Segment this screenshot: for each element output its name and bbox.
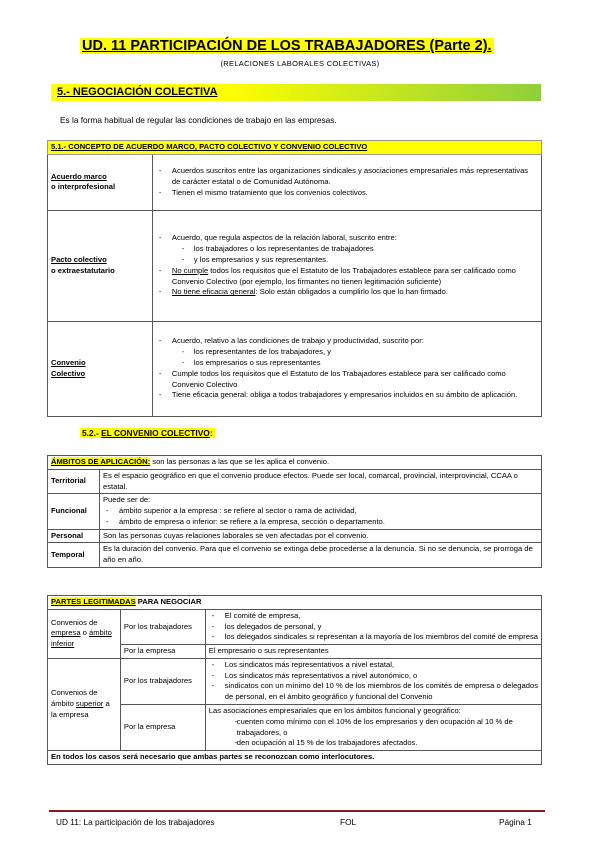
convenio-bullet-2: - Cumple todos los requisitos que el Estatuto de los Trabajadores establece para ser calificado como Convenio Colectivo [156,369,538,391]
page-title [80,38,494,54]
g2-trab-bullet-3: - sindicatos con un mínimo del 10 % de los miembros de los comités de empresa o delegados de personal, en el ámbito geográfico y funcional del Convenio [209,681,538,703]
acuerdo-bullet-2: - Tienen el mismo tratamiento que los convenios colectivos. [156,188,538,199]
g1-trab-bullet-2: - los delegados de personal, y [209,622,538,633]
convenio-bullet-1: - Acuerdo, relativo a las condiciones de trabajo y productividad, suscrito por: [156,336,538,347]
footer-left: UD 11: La participación de los trabajadores [56,817,215,827]
g2-emp-bullet-1: - cuenten como mínimo con el 10% de los empresarios y den ocupación al 10 % de trabajadores, o [209,717,538,739]
g1-label-d: ámbito inferior [51,628,112,649]
g2-label-c: a la empresa [51,699,110,719]
pacto-bullet-2 [156,266,538,288]
pacto-bullet-2-text: todos los requisitos que el Estatuto de los Trabajadores establece para ser calificado como Convenio Colectivo (por ejemplo, los firmantes no tienen legitimación suficiente) [171,265,516,286]
g2-label-b: superior [75,699,104,709]
ambitos-heading-row [48,456,542,470]
pacto-bullet-1: - Acuerdo, que regula aspectos de la relación laboral, suscrito entre: [156,233,538,244]
g2-trab-bullet-1: - Los sindicatos más representativos a nivel estatal, [209,660,538,671]
pacto-bullet-3-text: : Solo están obligados a cumplirlo los que lo han firmado. [255,287,448,297]
section-5-2-number: 5.2.- [82,428,102,438]
convenio-label-line1: Convenio [51,358,86,367]
pacto-colectivo-content [152,210,541,321]
ambitos-table [47,455,542,568]
pacto-bullet-3 [156,287,538,298]
section-5-heading: 5.- NEGOCIACIÓN COLECTIVA [57,86,218,98]
footer-page-number: Página 1 [499,817,532,827]
g1-label-b: empresa [51,628,81,638]
pacto-label-line1: Pacto colectivo [51,255,107,264]
section-5-2-colon: : [209,428,213,438]
g1-trab-bullet-1: - El comité de empresa, [209,611,538,622]
temporal-text: Es la duración del convenio. Para que el convenio se extinga debe procederse a la denuncia. Si no se denuncia, se prorroga de año en año. [99,543,541,568]
g2-emp-content [205,705,541,751]
acuerdo-marco-label [48,154,153,210]
convenio-bullet-3: - Tiene eficacia general: obliga a todos trabajadores y empresarios incluidos en su ámbito de aplicación. [156,390,538,401]
pacto-no-eficacia: No tiene eficacia general [171,287,256,297]
temporal-label: Temporal [48,543,100,568]
section-5-2-heading [80,428,215,438]
concepto-table [47,140,542,417]
section-5-intro: Es la forma habitual de regular las condiciones de trabajo en las empresas. [60,115,337,125]
title-text: UD. 11 PARTICIPACIÓN DE LOS TRABAJADORES (Parte 2). [82,38,492,54]
pacto-sub-1: - los trabajadores o los representantes de trabajadores [156,244,538,255]
g2-trab-content [205,658,541,704]
acuerdo-label-line1: Acuerdo marco [51,171,107,181]
section-5-heading-bar [51,84,541,101]
section-5-2-title: EL CONVENIO COLECTIVO [101,428,210,438]
ambitos-heading: ÁMBITOS DE APLICACIÓN: [51,457,151,466]
g1-label-c: o [80,628,89,638]
g1-emp-label: Por la empresa [120,645,205,659]
convenio-label-line2: Colectivo [51,368,86,378]
g1-trab-content [205,609,541,644]
g2-emp-label: Por la empresa [120,705,205,751]
g2-trab-label: Por los trabajadores [120,658,205,704]
g1-trab-bullet-3: - los delegados sindicales si representan a la mayoría de los miembros del comité de empresa [209,632,538,643]
territorial-text: Es el espacio geográfico en que el convenio produce efectos. Puede ser local, comarcal, provincial, interprovincial, CCAA o estatal. [99,469,541,494]
acuerdo-label-line2: o interprofesional [51,182,116,192]
personal-text: Son las personas cuyas relaciones laborales se ven afectadas por el convenio. [99,529,541,543]
pacto-colectivo-label [48,210,153,321]
funcional-bullet-1: - ámbito superior a la empresa : se refiere al sector o rama de actividad, [103,506,538,517]
page-subtitle: (RELACIONES LABORALES COLECTIVAS) [220,59,380,68]
partes-heading-rest: PARA NEGOCIAR [135,597,202,606]
g1-label-a: Convenios de [51,617,98,627]
g2-emp-intro: Las asociaciones empresariales que en los ámbitos funcional y geográfico: [208,706,461,716]
funcional-bullet-2: - ámbito de empresa o inferior: se refiere a la empresa, sección o departamento. [103,517,538,528]
partes-heading-row [48,596,542,610]
funcional-label: Funcional [48,494,100,529]
g1-trab-label: Por los trabajadores [120,609,205,644]
funcional-intro: Puede ser de: [102,495,151,505]
convenio-sub-2: - los empresarios o sus representantes [156,358,538,369]
pacto-label-line2: o extraestatutario [51,265,115,275]
personal-label: Personal [48,529,100,543]
footer-divider [49,810,545,812]
territorial-label: Territorial [48,469,100,494]
partes-footer-note: En todos los casos será necesario que ambas partes se reconozcan como interlocutores. [48,751,542,765]
acuerdo-marco-content [152,154,541,210]
convenio-colectivo-content [152,321,541,416]
funcional-content [99,494,541,529]
ambitos-heading-rest: son las personas a las que se les aplica el convenio. [150,457,330,466]
pacto-no-cumple: No cumple [171,265,209,275]
acuerdo-bullet-1: - Acuerdos suscritos entre las organizaciones sindicales y asociaciones empresariales más representativas de carácter estatal o de Comunidad Autónoma. [156,166,538,188]
partes-heading: PARTES LEGITIMADAS [51,597,136,606]
footer-mid: FOL [340,817,357,827]
convenio-colectivo-label [48,321,153,416]
g1-emp-text: El empresario o sus representantes [205,645,541,659]
pacto-sub-2: - y los empresarios y sus representantes. [156,255,538,266]
g2-label-a: Convenios de ámbito [51,688,98,709]
g2-label [48,658,121,750]
g1-label [48,609,121,658]
convenio-sub-1: - los representantes de los trabajadores, y [156,347,538,358]
g2-emp-bullet-2: - den ocupación al 15 % de los trabajadores afectados. [209,738,538,749]
partes-table [47,595,542,765]
concepto-table-heading: 5.1.- CONCEPTO DE ACUERDO MARCO, PACTO COLECTIVO Y CONVENIO COLECTIVO [48,141,542,155]
g2-trab-bullet-2: - Los sindicatos más representativos a nivel autonómico, o [209,671,538,682]
